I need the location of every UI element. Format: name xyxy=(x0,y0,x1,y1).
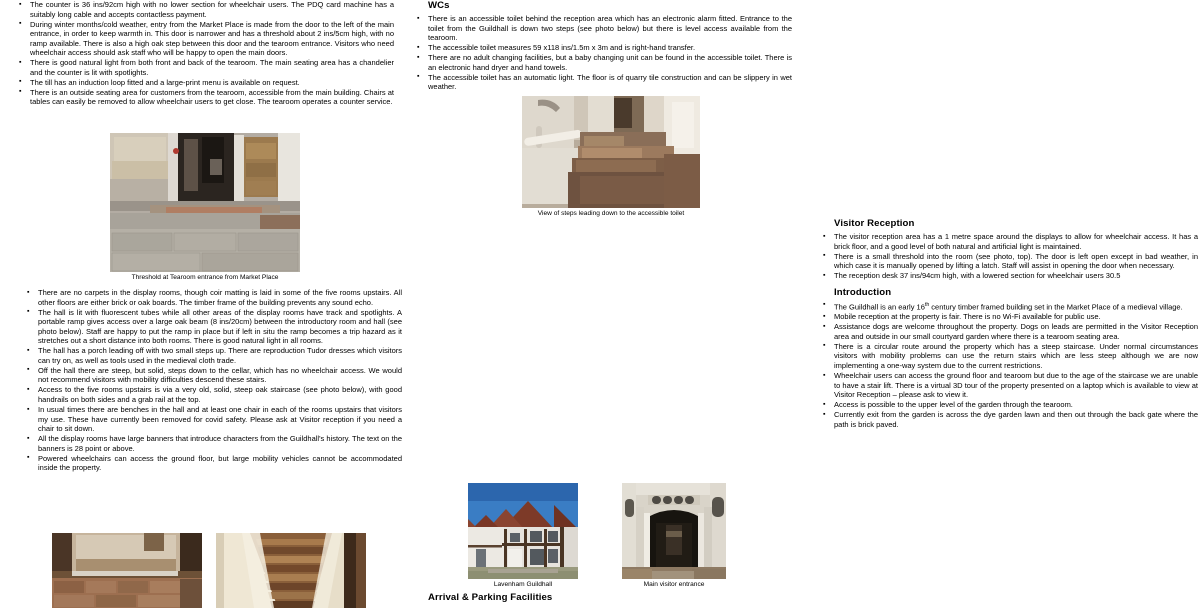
list-item: ▪ There is good natural light from both front and back of the tearoom. The main seating area has a chandelier and the counter is lit with spotlights. xyxy=(8,58,396,77)
list-item: ▪ Access is possible to the upper level of the garden through the tearoom. xyxy=(812,400,1200,410)
list-item: ▪ Mobile reception at the property is fair. There is no Wi-Fi available for public use. xyxy=(812,312,1200,322)
wcs-bullet-list xyxy=(406,14,794,92)
visitor-reception-heading: Visitor Reception xyxy=(834,218,915,229)
oak-staircase-figure xyxy=(216,533,366,608)
wcs-heading: WCs xyxy=(428,0,450,11)
list-item: ▪ The counter is 36 ins/92cm high with no lower section for wheelchair users. The PDQ card machine has a suitably long cable and accepts contactless payment. xyxy=(8,0,396,19)
list-item: ▪ The visitor reception area has a 1 metre space around the displays to allow for wheelchair access. It has a brick floor, and a good level of both natural and artificial light is maintained. xyxy=(812,232,1200,251)
list-item: ▪ There is a circular route around the property which has a steep staircase. Under normal circumstances visitors with mobility problems can use the return stairs which are less steep although we are now implementing a one-way system due to the current restrictions. xyxy=(812,342,1200,371)
main-visitor-entrance-figure xyxy=(622,483,726,588)
list-item: ▪ There is a small threshold into the room (see photo, top). The door is left open except in bad weather, in which case it is manually opened by lifting a latch. Staff will assist in opening the door when necessary. xyxy=(812,252,1200,271)
wc-photo-caption: View of steps leading down to the accessible toilet xyxy=(537,209,685,217)
introduction-bullet-list xyxy=(812,301,1200,430)
tearoom-bullet-list xyxy=(8,0,396,107)
list-item: ▪ The Guildhall is an early 16th century timber framed building set in the Market Place of a medieval village. xyxy=(812,301,1200,312)
list-item: ▪ There is an accessible toilet behind the reception area which has an electronic alarm fitted. Entrance to the toilet from the Guildhall is down two steps (see photo below) but there is level access available from the tearoom. xyxy=(406,14,794,43)
list-item: ▪ There are no carpets in the display rooms, though coir matting is laid in some of the five rooms upstairs. All other floors are either brick or oak boards. The timber frame of the building prevents any sound echo. xyxy=(16,288,404,307)
display-rooms-block xyxy=(16,288,404,473)
list-item: ▪ Access to the five rooms upstairs is via a very old, solid, steep oak staircase (see photo below), with good handrails on both sides and a grab rail at the top. xyxy=(16,385,404,404)
threshold-at-tearoom-entrance-figure xyxy=(110,133,300,281)
list-item: ▪ There is an outside seating area for customers from the tearoom, accessible from the main building. Chairs at tables can easily be removed to allow wheelchair users to get close. The tearoom operates a counter service. xyxy=(8,88,396,107)
guildhall-photo-caption: Lavenham Guildhall xyxy=(493,580,553,588)
threshold-photo-caption: Threshold at Tearoom entrance from Market Place xyxy=(131,273,279,281)
list-item: ▪ The accessible toilet measures 59 x118 ins/1.5m x 3m and is right-hand transfer. xyxy=(406,43,794,53)
list-item: ▪ The reception desk 37 ins/94cm high, with a lowered section for wheelchair users 30.5 xyxy=(812,271,1200,281)
list-item: ▪ Assistance dogs are welcome throughout the property. Dogs on leads are permitted in the Visitor Reception area and outside in our small courtyard garden where there is a tearoom seating area. xyxy=(812,322,1200,341)
display-rooms-bullet-list xyxy=(16,288,404,473)
list-item: ▪ The till has an induction loop fitted and a large-print menu is available on request. xyxy=(8,78,396,88)
list-item: ▪ The hall has a porch leading off with two small steps up. There are reproduction Tudor dresses which visitors can try on, as well as tools used in the medieval cloth trade. xyxy=(16,346,404,365)
introduction-heading: Introduction xyxy=(834,286,892,298)
lavenham-guildhall-figure xyxy=(468,483,578,588)
threshold-at-tearoom-entrance-photo xyxy=(110,133,300,272)
visitor-reception-block xyxy=(812,218,1200,430)
list-item: ▪ All the display rooms have large banners that introduce characters from the Guildhall's history. The text on the banners is 28 point or above. xyxy=(16,434,404,453)
list-item: ▪ In usual times there are benches in the hall and at least one chair in each of the rooms upstairs that visitors my use. These have currently been removed for covid safety. Please ask at Visitor reception if you need a chair to sit down. xyxy=(16,405,404,434)
oak-staircase-photo xyxy=(216,533,366,608)
portable-ramp-over-oak-beam-photo xyxy=(52,533,202,608)
main-visitor-entrance-photo xyxy=(622,483,726,579)
list-item: ▪ Powered wheelchairs can access the ground floor, but large mobility vehicles cannot be accommodated inside the property. xyxy=(16,454,404,473)
list-item: ▪ During winter months/cold weather, entry from the Market Place is made from the door to the left of the main entrance, in order to keep warmth in. This door is narrower and has a threshold about 2 ins/5cm high, with no ramp available. There is also a high oak step between this door and the tearoom entrance. Visitors who need wheelchair access should ask staff who will be happy to open the main doors. xyxy=(8,20,396,58)
list-item: ▪ The hall is lit with fluorescent tubes while all other areas of the display rooms have track and spotlights. A portable ramp gives access over a large oak beam (8 ins/20cm) between the introductory room and hall (see photo below). Staff are happy to put the ramp in place but if left in situ the ramp becomes a trip hazard as it stretches out a short distance into both rooms. There is good natural light in all rooms. xyxy=(16,308,404,346)
list-item: ▪ Currently exit from the garden is across the dye garden lawn and then out through the back gate where the path is brick paved. xyxy=(812,410,1200,429)
right-column xyxy=(406,0,1198,603)
list-item: ▪ The accessible toilet has an automatic light. The floor is of quarry tile construction and can be slippery in wet weather. xyxy=(406,73,794,92)
steps-down-to-accessible-toilet-figure xyxy=(522,96,700,217)
arrival-parking-heading: Arrival & Parking Facilities xyxy=(428,592,553,603)
list-item: ▪ Wheelchair users can access the ground floor and tearoom but due to the age of the staircase we are unable to have a stair lift. There is a virtual 3D tour of the property presented on a laptop which is available to view at Visitor Reception – please ask to view it. xyxy=(812,371,1200,400)
portable-ramp-figure xyxy=(52,533,202,608)
list-item: ▪ Off the hall there are steep, but solid, steps down to the cellar, which has no wheelchair access. We would not recommend visitors with mobility difficulties descend these stairs. xyxy=(16,366,404,385)
steps-down-to-accessible-toilet-photo xyxy=(522,96,700,208)
lavenham-guildhall-exterior-photo xyxy=(468,483,578,579)
entrance-photo-caption: Main visitor entrance xyxy=(643,580,705,588)
list-item: ▪ There are no adult changing facilities, but a baby changing unit can be found in the accessible toilet. There is an electronic hand dryer and hand towels. xyxy=(406,53,794,72)
left-column xyxy=(8,0,402,473)
visitor-reception-bullet-list xyxy=(812,232,1200,281)
